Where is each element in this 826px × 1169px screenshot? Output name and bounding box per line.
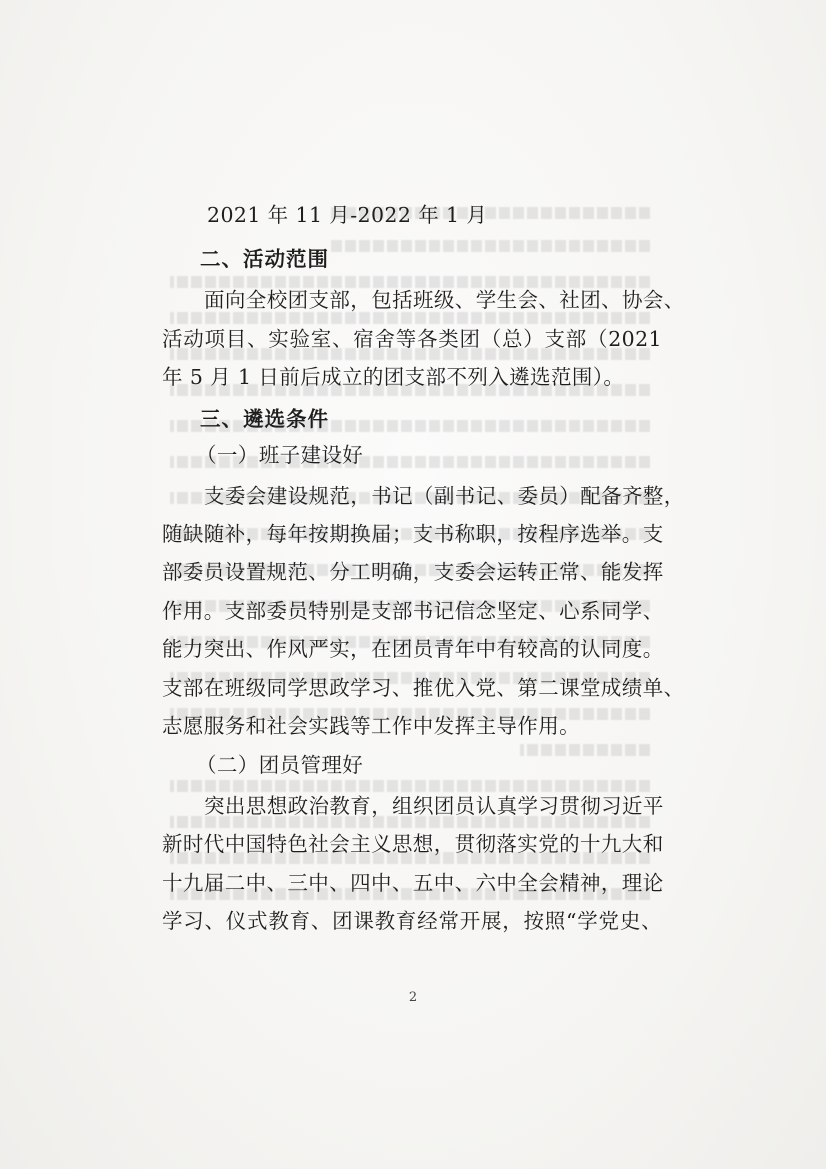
paragraph-line: 面向全校团支部，包括班级、学生会、社团、协会、 (204, 288, 685, 312)
paragraph-line: 年 5 月 1 日前后成立的团支部不列入遴选范围）。 (162, 365, 625, 389)
paragraph-line: 新时代中国特色社会主义思想，贯彻落实党的十九大和 (162, 832, 664, 856)
paragraph-line: 能力突出、作风严实，在团员青年中有较高的认同度。 (162, 637, 664, 661)
paragraph-line: 支部在班级同学思政学习、推优入党、第二课堂成绩单、 (162, 676, 685, 700)
section-heading-criteria: 三、遴选条件 (200, 407, 329, 431)
section-heading-scope: 二、活动范围 (200, 247, 329, 271)
paragraph-line: 十九届二中、三中、四中、五中、六中全会精神，理论 (162, 871, 664, 895)
page-number: 2 (408, 990, 418, 1005)
activity-period: 2021 年 11 月-2022 年 1 月 (207, 203, 488, 227)
subsection-heading-member-management: （二）团员管理好 (196, 753, 364, 777)
subsection-heading-leadership: （一）班子建设好 (196, 443, 364, 467)
paragraph-line: 活动项目、实验室、宿舍等各类团（总）支部（2021 (162, 327, 662, 351)
paragraph-line: 志愿服务和社会实践等工作中发挥主导作用。 (162, 714, 580, 738)
paragraph-line: 随缺随补，每年按期换届；支书称职，按程序选举。支 (162, 522, 664, 546)
paragraph-line: 学习、仪式教育、团课教育经常开展，按照“学党史、 (162, 909, 662, 933)
paragraph-line: 部委员设置规范、分工明确，支委会运转正常、能发挥 (162, 560, 664, 584)
paragraph-line: 突出思想政治教育，组织团员认真学习贯彻习近平 (204, 794, 664, 818)
paragraph-line: 支委会建设规范，书记（副书记、委员）配备齐整， (204, 484, 685, 508)
paragraph-line: 作用。支部委员特别是支部书记信念坚定、心系同学、 (162, 599, 664, 623)
